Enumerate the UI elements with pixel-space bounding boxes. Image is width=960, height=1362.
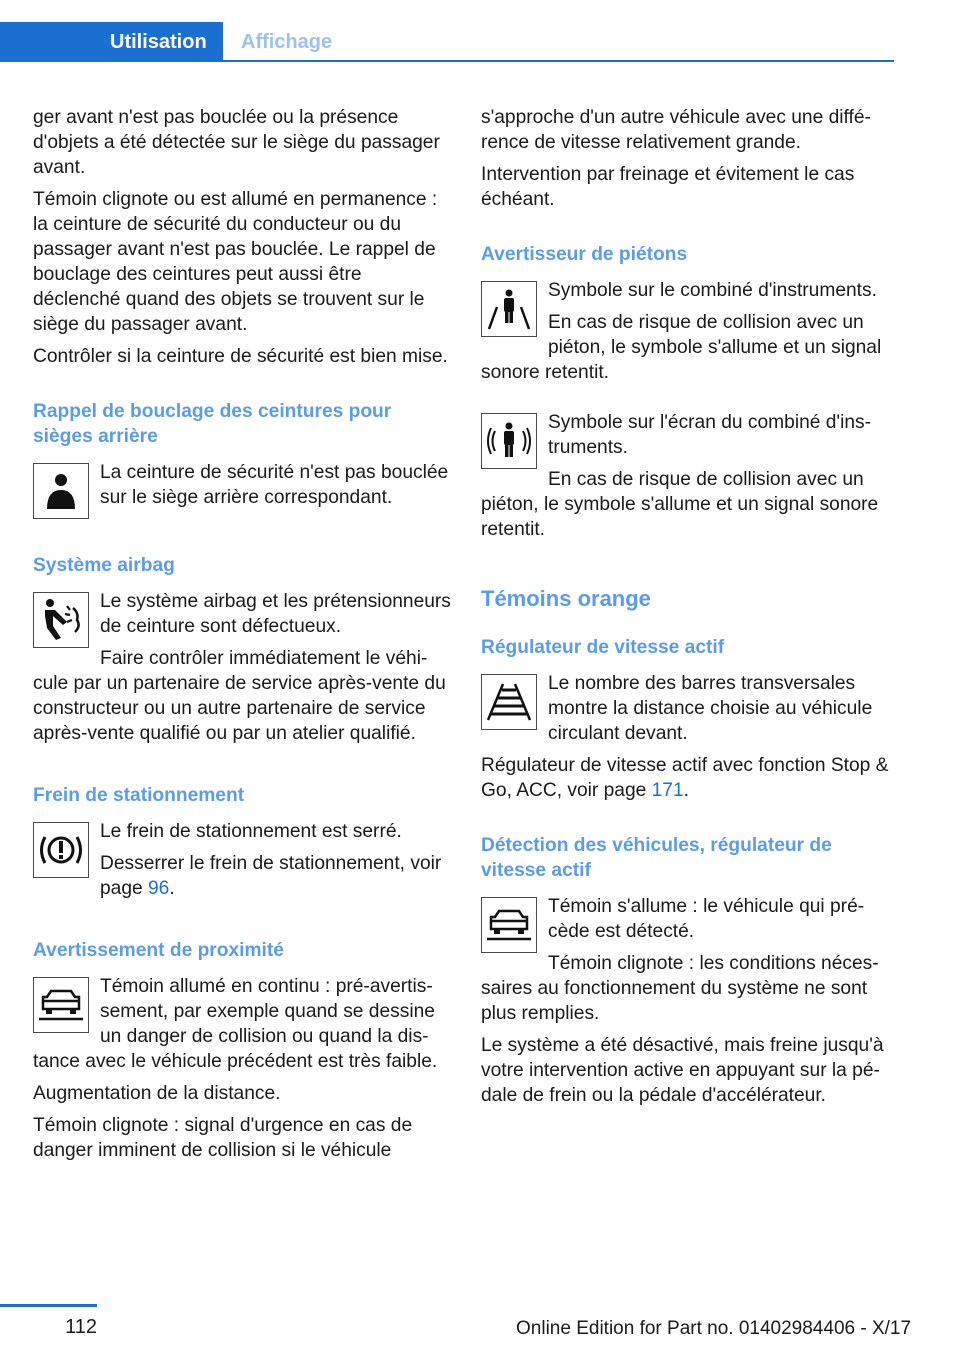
text: Régulateur de vitesse actif avec fonction Stop & Go, ACC, voir page xyxy=(481,755,889,801)
paragraph xyxy=(33,851,451,901)
paragraph: Témoin clignote : signal d'urgence en cas de danger imminent de collision si le véhicule xyxy=(33,1115,413,1161)
paragraph: Intervention par freinage et évitement le cas échéant. xyxy=(481,164,855,210)
text: . xyxy=(169,878,175,899)
paragraph: En cas de risque de collision avec un piéton, le symbole s'allume et un signal sonore retentit. xyxy=(481,469,879,540)
pedestrian-warning-icon xyxy=(481,281,537,337)
airbag-warning-icon xyxy=(33,592,89,648)
paragraph: Témoin clignote : les conditions nécessaires au fonctionnement du système ne sont plus remplies. xyxy=(481,953,879,1024)
paragraph: En cas de risque de collision avec un piéton, le symbole s'allume et un signal sonore retentit. xyxy=(481,312,882,383)
parking-brake-icon xyxy=(33,822,89,878)
page-link-171[interactable]: 171 xyxy=(651,780,684,801)
heading-avertissement-proximite: Avertissement de proximité xyxy=(33,940,284,961)
right-column xyxy=(481,105,899,1115)
paragraph: Témoin allumé en continu : pré-avertissement, par exemple quand se dessine un danger de collision ou quand la distance avec le véhicule précédent est très faible. xyxy=(33,976,438,1072)
paragraph: Le frein de stationnement est serré. xyxy=(100,821,402,842)
left-column xyxy=(33,105,451,1170)
paragraph: Le système airbag et les prétensionneurs de ceinture sont défectueux. xyxy=(100,591,451,637)
paragraph xyxy=(481,753,899,803)
paragraph: Symbole sur l'écran du combiné d'instruments. xyxy=(548,412,872,458)
paragraph: s'approche d'un autre véhicule avec une différence de vitesse relativement grande. xyxy=(481,107,871,153)
paragraph: Augmentation de la distance. xyxy=(33,1083,281,1104)
paragraph: La ceinture de sécurité n'est pas bouclée sur le siège arrière correspondant. xyxy=(100,462,449,508)
heading-rappel-bouclage: Rappel de bouclage des ceintures pour sièges arrière xyxy=(33,401,392,447)
page-number-rule xyxy=(0,1304,97,1307)
paragraph: Contrôler si la ceinture de sécurité est bien mise. xyxy=(33,346,448,367)
heading-regulateur-vitesse: Régulateur de vitesse actif xyxy=(481,637,725,658)
paragraph: Témoin clignote ou est allumé en permanence : la ceinture de sécurité du conducteur ou du passager avant n'est pas bouclée. Le rappel de bouclage des ceintures peut aussi être déclenché quand des objets se trouvent sur le siège du passager avant. xyxy=(33,189,438,335)
heading-detection-vehicules: Détection des véhicules, régulateur de vitesse actif xyxy=(481,835,832,881)
heading-airbag: Système airbag xyxy=(33,555,175,576)
heading-temoins-orange: Témoins orange xyxy=(481,586,651,611)
distance-bars-icon xyxy=(481,674,537,730)
tab-underline xyxy=(0,60,894,62)
paragraph: Le nombre des barres transversales montre la distance choisie au véhicule circulant devant. xyxy=(548,673,873,744)
proximity-car-icon xyxy=(33,977,89,1033)
paragraph: Le système a été désactivé, mais freine jusqu'à votre intervention active en appuyant sur la pédale de frein ou la pédale d'accélérateur. xyxy=(481,1035,884,1106)
section-tabs xyxy=(0,22,894,62)
heading-frein-stationnement: Frein de stationnement xyxy=(33,785,245,806)
edition-footer: Online Edition for Part no. 01402984406 - X/17 xyxy=(516,1318,912,1339)
paragraph: Témoin s'allume : le véhicule qui précède est détecté. xyxy=(548,896,865,942)
pedestrian-sound-icon xyxy=(481,413,537,469)
heading-avertisseur-pietons: Avertisseur de piétons xyxy=(481,244,688,265)
paragraph: ger avant n'est pas bouclée ou la présence d'objets a été détectée sur le siège du passager avant. xyxy=(33,107,440,178)
text: Desserrer le frein de stationnement, voir page xyxy=(100,853,442,899)
page-link-96[interactable]: 96 xyxy=(148,878,170,899)
paragraph: Symbole sur le combiné d'instruments. xyxy=(548,280,877,301)
tab-affichage[interactable]: Affichage xyxy=(241,31,333,53)
text: . xyxy=(683,780,689,801)
vehicle-detected-icon xyxy=(481,897,537,953)
page-number: 112 xyxy=(65,1316,97,1338)
tab-utilisation[interactable]: Utilisation xyxy=(0,22,223,62)
rear-seatbelt-icon xyxy=(33,463,89,519)
paragraph: Faire contrôler immédiatement le véhicule par un partenaire de service après-vente du constructeur ou un autre partenaire de service après-vente qualifié ou par un atelier qualifié. xyxy=(33,648,446,744)
